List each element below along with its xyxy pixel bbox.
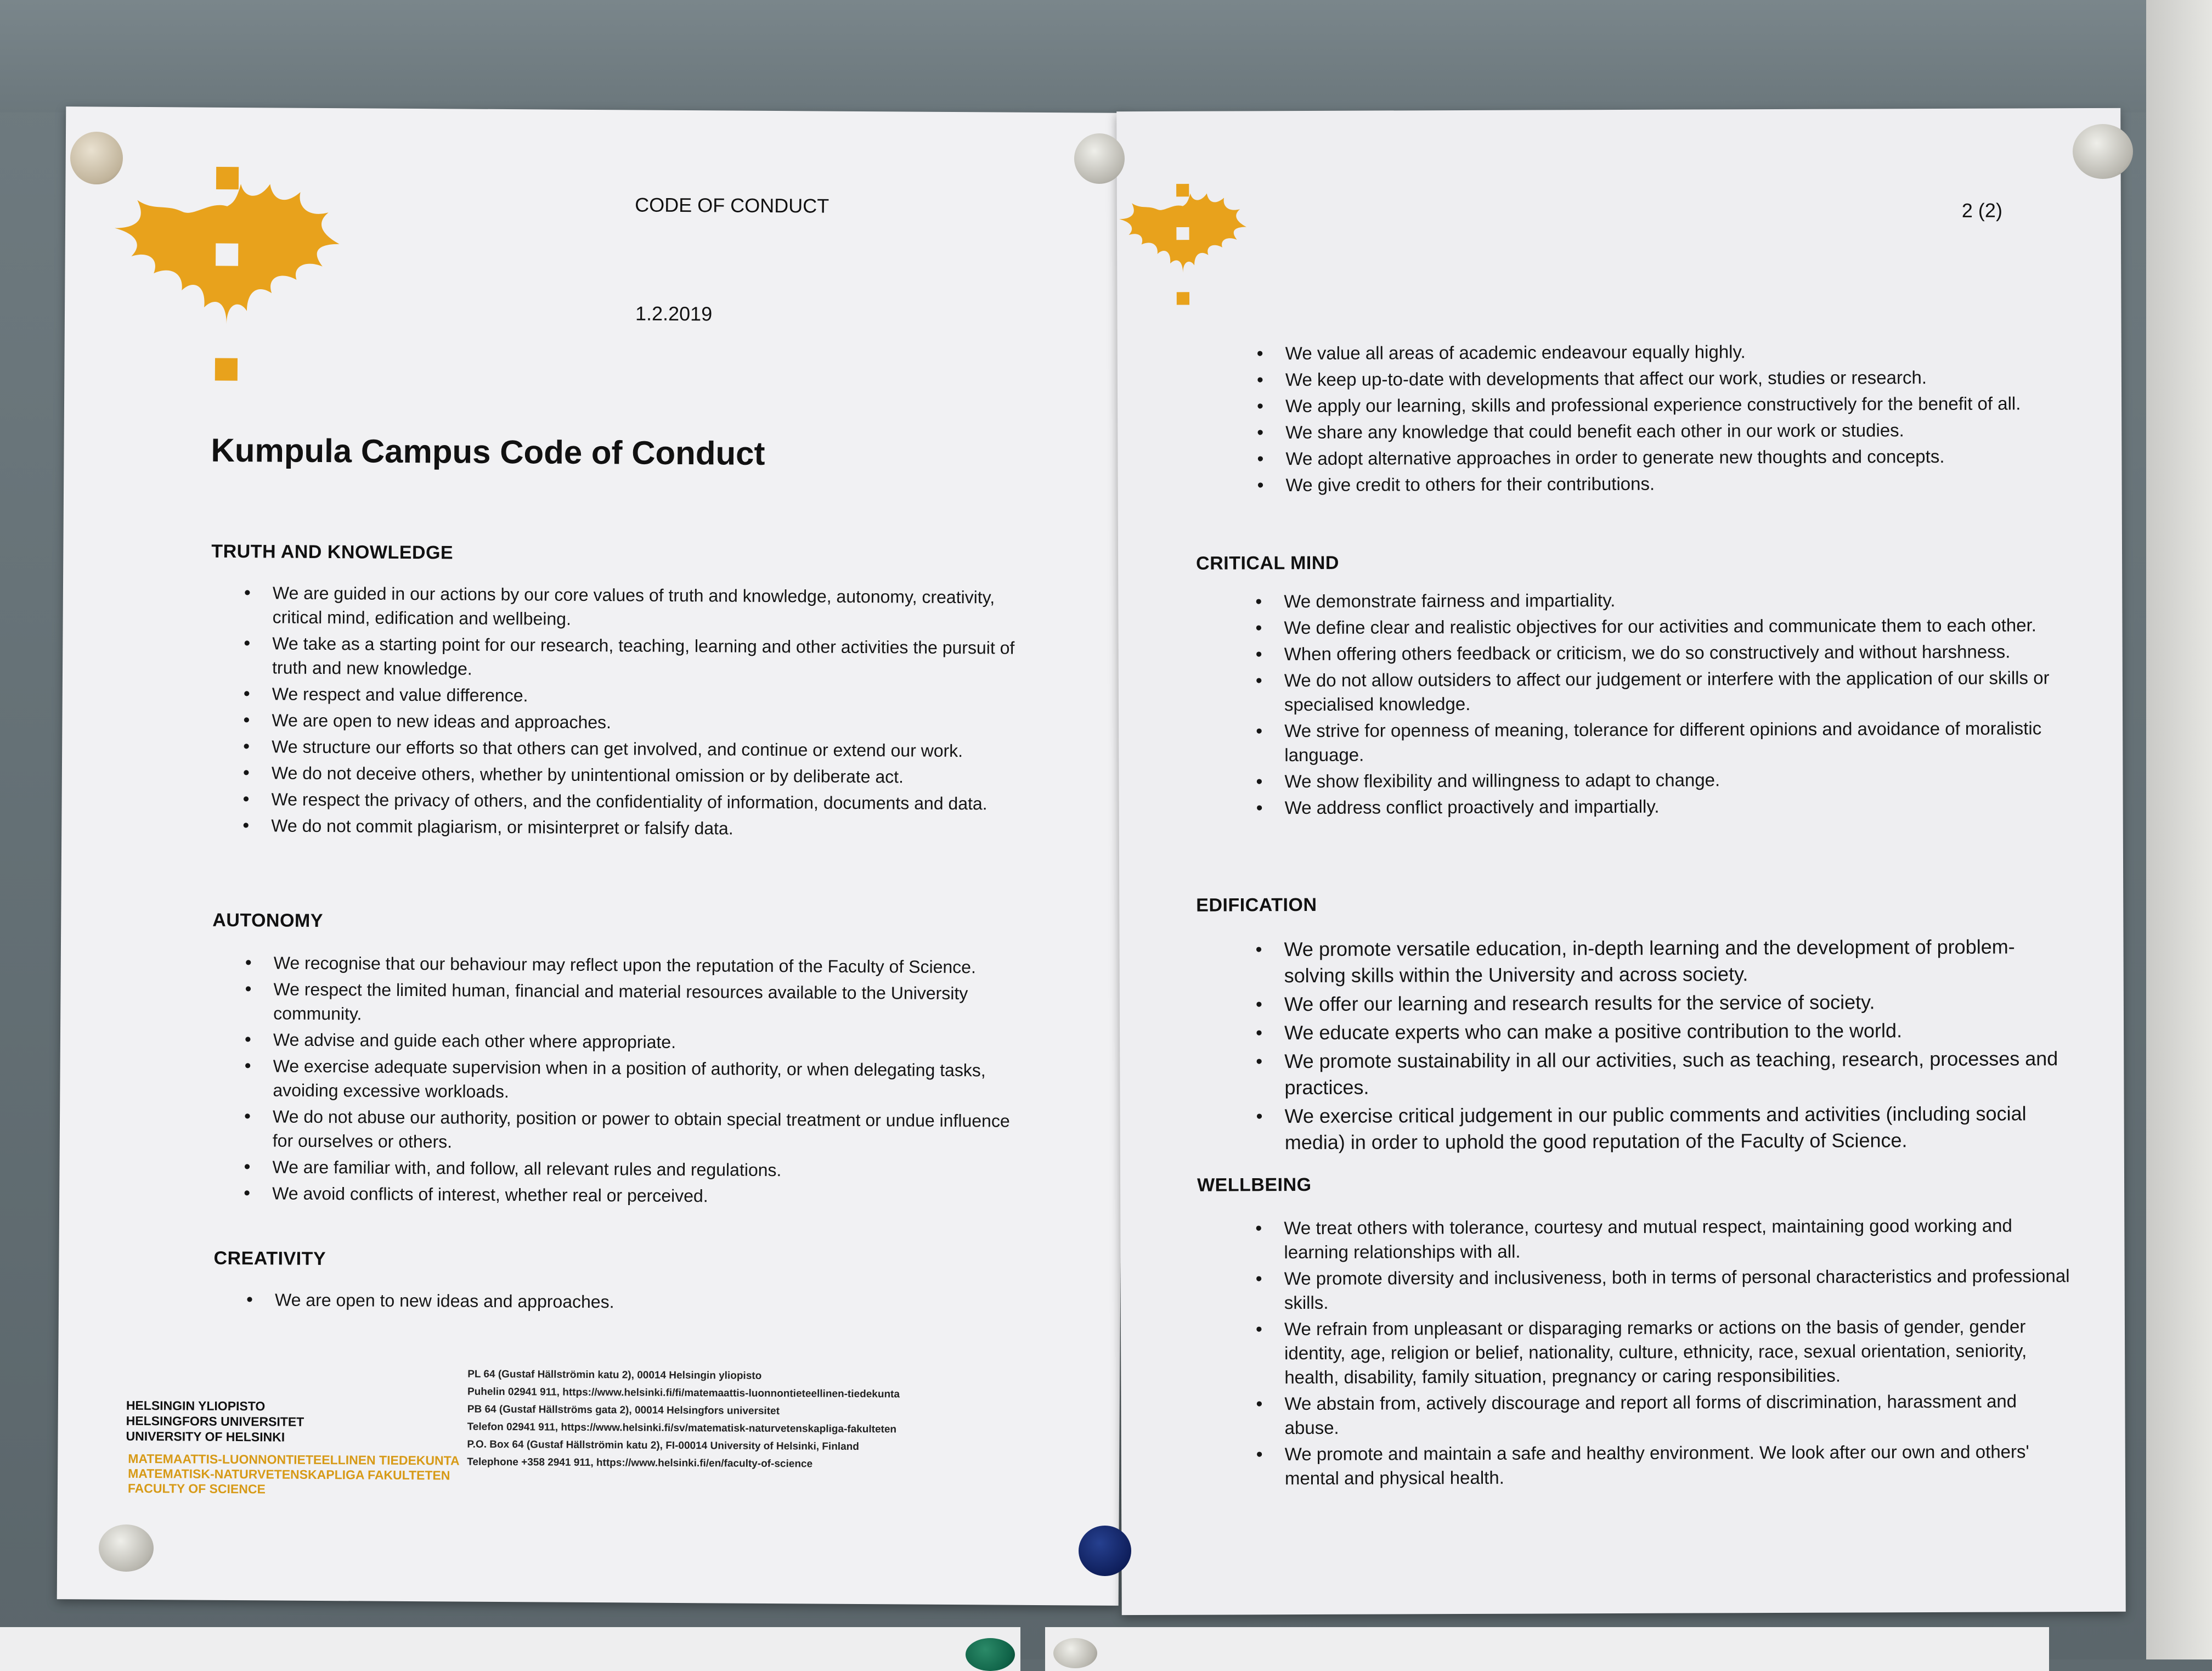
wellbeing-list [1255, 1213, 2075, 1493]
push-pin-icon[interactable] [1074, 133, 1125, 184]
list-item: • We do not deceive others, whether by unintentional omission or by deliberate act. [272, 761, 1018, 789]
code-of-conduct-page-1 [57, 106, 1128, 1606]
footer-university-name: HELSINGIN YLIOPISTO HELSINGFORS UNIVERSITET UNIVERSITY OF HELSINKI [126, 1398, 304, 1444]
list-item: • We take as a starting point for our research, teaching, learning and other activities the pursuit of truth and new knowledge. [272, 631, 1019, 684]
page-title: Kumpula Campus Code of Conduct [211, 431, 765, 472]
push-pin-icon[interactable] [1079, 1526, 1131, 1576]
list-item: • We recognise that our behaviour may reflect upon the reputation of the Faculty of Science. [274, 950, 1020, 979]
wall-edge [2146, 0, 2212, 1659]
paper-below-left [0, 1627, 1020, 1671]
list-item: • We define clear and realistic objectives for our activities and communicate them to each other. [1284, 613, 2074, 640]
list-item: • We are guided in our actions by our core values of truth and knowledge, autonomy, creativity, critical mind, edification and wellbeing. [273, 581, 1019, 633]
address-line: PB 64 (Gustaf Hällströms gata 2), 00014 Helsingfors universitet [467, 1403, 780, 1417]
list-item: • We keep up-to-date with developments that affect our work, studies or research. [1285, 365, 2070, 392]
list-item: • We share any knowledge that could benefit each other in our work or studies. [1285, 418, 2070, 445]
list-item: • We give credit to others for their contributions. [1286, 470, 2070, 497]
list-item: • We advise and guide each other where appropriate. [273, 1027, 1019, 1056]
list-item: • We refrain from unpleasant or disparaging remarks or actions on the basis of gender, gender identity, age, religion or belief, nationality, culture, ethnicity, race, sexual orientation, seniority, health, disability, family situation, pregnancy or caring responsibilities. [1284, 1314, 2074, 1389]
edification-list [1255, 933, 2074, 1158]
list-item: • We address conflict proactively and impartially. [1285, 793, 2075, 820]
list-item: • We adopt alternative approaches in order to generate new thoughts and concepts. [1285, 444, 2070, 471]
continued-list [1257, 339, 2070, 499]
list-item: • We strive for openness of meaning, tolerance for different opinions and avoidance of moralistic language. [1284, 716, 2074, 767]
address-line: Telephone +358 2941 911, https://www.helsinki.fi/en/faculty-of-science [467, 1456, 813, 1470]
list-item: • We respect the privacy of others, and the confidentiality of information, documents and data. [271, 787, 1017, 815]
list-item: • We structure our efforts so that others can get involved, and continue or extend our work. [272, 734, 1018, 763]
push-pin-icon[interactable] [2073, 124, 2133, 179]
list-item: • We avoid conflicts of interest, whether real or perceived. [272, 1181, 1018, 1209]
list-item: • We do not abuse our authority, position or power to obtain special treatment or undue influence for ourselves or others. [273, 1104, 1019, 1157]
code-of-conduct-page-2 [1116, 108, 2126, 1615]
creativity-list [246, 1287, 988, 1318]
list-item: • We respect the limited human, financial and material resources available to the University community. [273, 977, 1020, 1029]
push-pin-icon[interactable] [1053, 1638, 1097, 1668]
section-heading-truth-and-knowledge: TRUTH AND KNOWLEDGE [211, 541, 454, 564]
list-item: • We show flexibility and willingness to adapt to change. [1284, 767, 2074, 794]
section-heading-creativity: CREATIVITY [213, 1247, 326, 1270]
list-item: • We are open to new ideas and approaches. [275, 1287, 988, 1316]
footer-faculty-name: MATEMAATTIS-LUONNONTIETEELLINEN TIEDEKUNTA MATEMATISK-NATURVETENSKAPLIGA FAKULTETEN FACULTY OF SCIENCE [127, 1451, 460, 1496]
helsinki-flame-logo-icon [1119, 171, 1247, 317]
autonomy-list [244, 950, 1020, 1212]
page-number: 2 (2) [1961, 199, 2002, 222]
list-item: • We promote versatile education, in-depth learning and the development of problem-solving skills within the University and across society. [1284, 933, 2074, 989]
push-pin-icon[interactable] [99, 1524, 154, 1572]
helsinki-flame-logo-icon [114, 166, 340, 381]
paper-below-right [1045, 1627, 2049, 1671]
document-header-title: CODE OF CONDUCT [635, 193, 830, 217]
address-line: Telefon 02941 911, https://www.helsinki.fi/sv/matematisk-naturvetenskapliga-fakulteten [467, 1421, 897, 1436]
list-item: • We respect and value difference. [272, 682, 1018, 710]
list-item: • When offering others feedback or criticism, we do so constructively and without harshness. [1284, 639, 2074, 666]
address-line: Puhelin 02941 911, https://www.helsinki.fi/fi/matemaattis-luonnontieteellinen-tiedekunta [467, 1386, 900, 1400]
list-item: • We demonstrate fairness and impartiality. [1284, 587, 2074, 614]
list-item: • We abstain from, actively discourage and report all forms of discrimination, harassment and abuse. [1284, 1389, 2074, 1440]
list-item: • We value all areas of academic endeavour equally highly. [1285, 339, 2070, 365]
list-item: • We promote and maintain a safe and healthy environment. We look after our own and others' mental and physical health. [1285, 1439, 2075, 1490]
board-top-frame [0, 0, 2212, 112]
section-heading-autonomy: AUTONOMY [212, 909, 324, 932]
critical-mind-list [1255, 587, 2074, 822]
list-item: • We promote diversity and inclusiveness, both in terms of personal characteristics and professional skills. [1284, 1264, 2074, 1315]
push-pin-icon[interactable] [966, 1638, 1015, 1671]
list-item: • We educate experts who can make a positive contribution to the world. [1284, 1017, 2074, 1046]
address-line: P.O. Box 64 (Gustaf Hällströmin katu 2), FI-00014 University of Helsinki, Finland [467, 1438, 859, 1453]
list-item: • We do not commit plagiarism, or misinterpret or falsify data. [271, 813, 1017, 842]
push-pin-icon[interactable] [70, 132, 123, 184]
document-date: 1.2.2019 [635, 302, 713, 325]
list-item: • We exercise adequate supervision when in a position of authority, or when delegating tasks, avoiding excessive workloads. [273, 1054, 1019, 1106]
list-item: • We do not allow outsiders to affect our judgement or interfere with the application of our skills or specialised knowledge. [1284, 666, 2074, 717]
list-item: • We exercise critical judgement in our public comments and activities (including social media) in order to uphold the good reputation of the Faculty of Science. [1285, 1100, 2075, 1156]
list-item: • We are familiar with, and follow, all relevant rules and regulations. [272, 1155, 1018, 1183]
truth-and-knowledge-list [242, 581, 1019, 845]
list-item: • We offer our learning and research results for the service of society. [1284, 988, 2074, 1017]
footer-address-block [467, 1366, 900, 1474]
list-item: • We are open to new ideas and approaches. [272, 708, 1018, 736]
list-item: • We apply our learning, skills and professional experience constructively for the benefit of all. [1285, 391, 2070, 418]
list-item: • We treat others with tolerance, courtesy and mutual respect, maintaining good working and learning relationships with all. [1284, 1213, 2074, 1264]
list-item: • We promote sustainability in all our activities, such as teaching, research, processes and practices. [1284, 1045, 2074, 1101]
section-heading-critical-mind: CRITICAL MIND [1196, 552, 1340, 574]
section-heading-edification: EDIFICATION [1196, 894, 1317, 916]
address-line: PL 64 (Gustaf Hällströmin katu 2), 00014 Helsingin yliopisto [467, 1368, 762, 1382]
section-heading-wellbeing: WELLBEING [1197, 1174, 1312, 1196]
